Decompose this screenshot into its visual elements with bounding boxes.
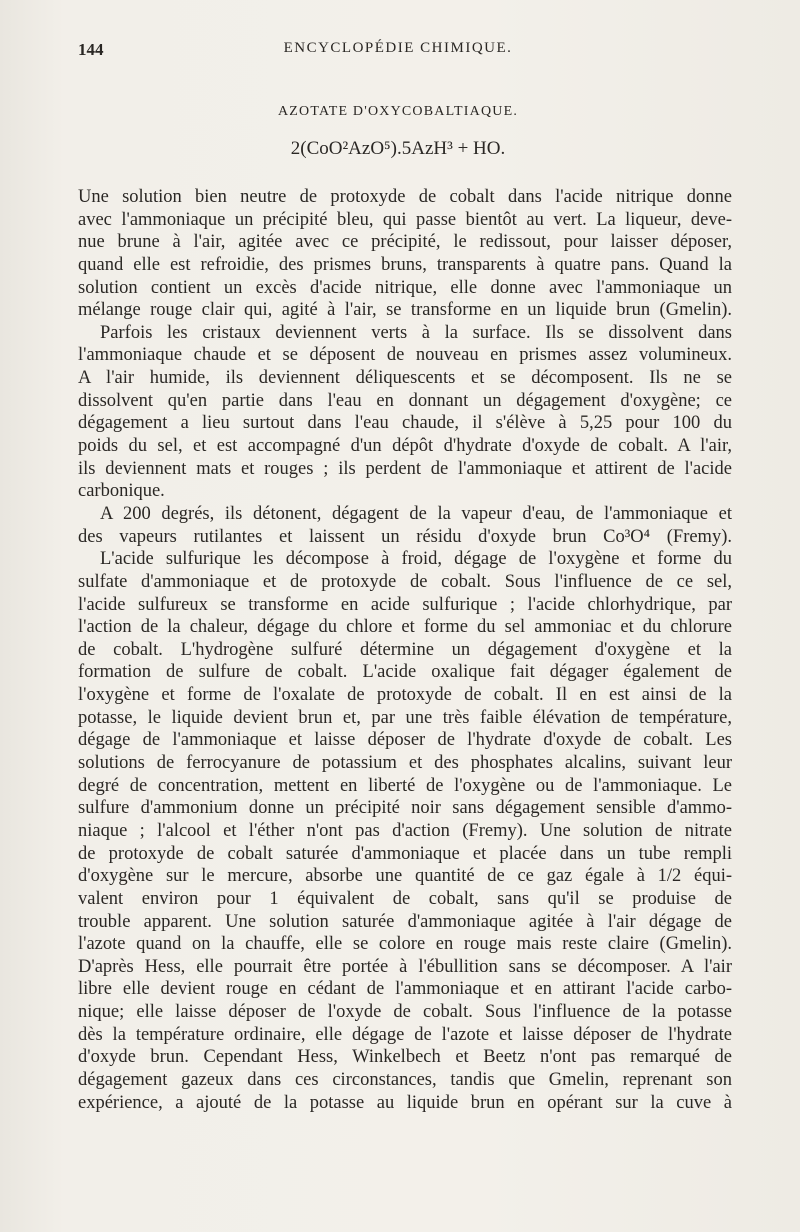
text-line: A l'air humide, ils deviennent déliquescents et se décomposent. Ils ne se [78, 368, 732, 389]
text-line: libre elle devient rouge en cédant de l'ammoniaque et en attirant l'acide carbo- [78, 979, 732, 1000]
text-line: l'ammoniaque chaude et se déposent de nouveau en prismes assez volumineux. [78, 345, 732, 366]
section-title: AZOTATE D'OXYCOBALTIAQUE. [277, 104, 519, 119]
text-line: nique; elle laisse déposer de l'oxyde de cobalt. Sous l'influence de la potasse [78, 1002, 732, 1023]
text-line: dégagement gazeux dans ces circonstances, tandis que Gmelin, reprenant son [78, 1069, 732, 1090]
body-text [78, 186, 732, 1114]
text-line: poids du sel, et est accompagné d'un dépôt d'hydrate d'oxyde de cobalt. A l'air, [78, 436, 732, 457]
text-line: niaque ; l'alcool et l'éther n'ont pas d'action (Fremy). Une solution de nitrate [78, 820, 732, 841]
text-line: solution contient un excès d'acide nitrique, elle donne avec l'ammoniaque un [78, 277, 732, 298]
text-line: l'oxygène et forme de l'oxalate de protoxyde de cobalt. Il en est ainsi de la [78, 685, 732, 706]
text-line: ils deviennent mats et rouges ; ils perdent de l'ammoniaque et attirent de l'acide [78, 458, 732, 479]
text-line: avec l'ammoniaque un précipité bleu, qui passe bientôt au vert. La liqueur, deve- [78, 209, 732, 230]
text-line: sulfate d'ammoniaque et de protoxyde de cobalt. Sous l'influence de ce sel, [78, 571, 732, 592]
text-line: potasse, le liquide devient brun et, par une très faible élévation de température, [78, 707, 732, 728]
text-line: des vapeurs rutilantes et laissent un résidu d'oxyde brun Co³O⁴ (Fremy). [78, 526, 732, 547]
text-line: A 200 degrés, ils détonent, dégagent de la vapeur d'eau, de l'ammoniaque et [100, 503, 732, 524]
text-line: l'acide sulfureux se transforme en acide sulfurique ; l'acide chlorhydrique, par [78, 594, 732, 615]
text-line: D'après Hess, elle pourrait être portée à l'ébullition sans se décomposer. A l'air [78, 956, 732, 977]
text-line: carbonique. [78, 481, 165, 502]
text-line: formation de sulfure de cobalt. L'acide oxalique fait dégager également de [78, 662, 732, 683]
text-line: d'oxygène sur le mercure, absorbe une quantité de ce gaz égale à 1/2 équi- [78, 866, 732, 887]
text-line: l'azote quand on la chauffe, elle se colore en rouge mais reste claire (Gmelin). [78, 934, 732, 955]
text-line: de protoxyde de cobalt saturée d'ammoniaque et placée dans un tube rempli [78, 843, 732, 864]
text-line: de cobalt. L'hydrogène sulfuré détermine un dégagement d'oxygène et la [78, 639, 732, 660]
text-line: Une solution bien neutre de protoxyde de cobalt dans l'acide nitrique donne [78, 187, 732, 207]
text-line: valent environ pour 1 équivalent de cobalt, sans qu'il se produise de [78, 888, 732, 909]
text-line: degré de concentration, mettent en liberté de l'oxygène ou de l'ammoniaque. Le [78, 775, 732, 796]
running-title: ENCYCLOPÉDIE CHIMIQUE. [283, 40, 513, 56]
text-line: nue brune à l'air, agitée avec ce précipité, le redissout, pour laisser déposer, [78, 232, 732, 253]
text-line: trouble apparent. Une solution saturée d'ammoniaque agitée à l'air dégage de [78, 911, 732, 932]
text-line: sulfure d'ammonium donne un précipité noir sans dégagement sensible d'ammo- [78, 798, 732, 819]
page-number: 144 [78, 40, 104, 59]
text-line: solutions de ferrocyanure de potassium et des phosphates alcalins, suivant leur [78, 753, 732, 774]
text-line: dégagement a lieu surtout dans l'eau chaude, il s'élève à 5,25 pour 100 du [78, 413, 732, 434]
text-line: dès la température ordinaire, elle dégage de l'azote et laisse déposer de l'hydrate [78, 1024, 732, 1045]
text-line: d'oxyde brun. Cependant Hess, Winkelbech et Beetz n'ont pas remarqué de [78, 1047, 732, 1068]
text-line: dissolvent qu'en partie dans l'eau en donnant un dégagement d'oxygène; ce [78, 390, 732, 411]
text-line: L'acide sulfurique les décompose à froid, dégage de l'oxygène et forme du [100, 549, 732, 570]
chemical-formula: 2(CoO²AzO⁵).5AzH³ + HO. [290, 138, 506, 159]
running-head [78, 40, 718, 64]
text-line: Parfois les cristaux deviennent verts à la surface. Ils se dissolvent dans [100, 322, 732, 343]
text-line: dégage de l'ammoniaque et laisse déposer de l'hydrate d'oxyde de cobalt. Les [78, 730, 732, 751]
text-line: quand elle est refroidie, des prismes bruns, transparents à quatre pans. Quand la [78, 254, 732, 275]
text-line: mélange rouge clair qui, agité à l'air, se transforme en un liquide brun (Gmelin). [78, 300, 732, 321]
text-line: l'action de la chaleur, dégage du chlore et forme du sel ammoniac et du chlorure [78, 617, 732, 638]
text-line: expérience, a ajouté de la potasse au liquide brun en opérant sur la cuve à [78, 1092, 732, 1113]
